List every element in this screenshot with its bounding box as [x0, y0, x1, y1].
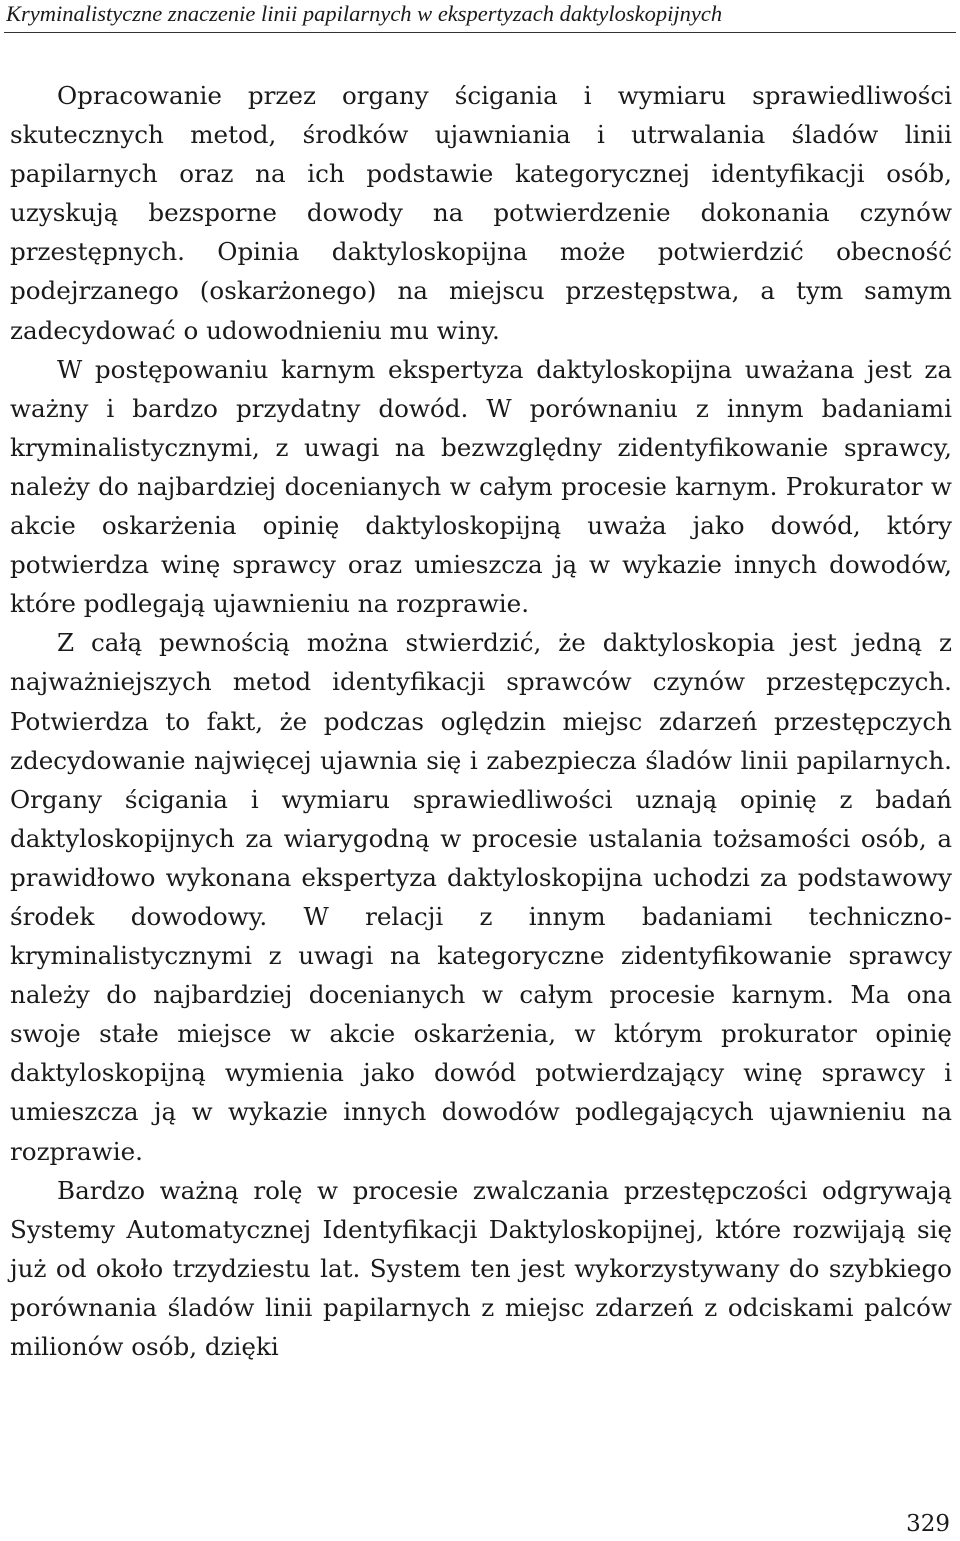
paragraph-2: W postępowaniu karnym ekspertyza daktyloskopijna uważana jest za ważny i bardzo przydatny dowód. W porównaniu z innym badaniami kryminalistycznymi, z uwagi na bezwzględny zidentyfikowanie sprawcy, należy do najbardziej docenianych w całym procesie karnym. Prokurator w akcie oskarżenia opinię daktyloskopijną uważa jako dowód, który potwierdza winę sprawcy oraz umieszcza ją w wykazie innych dowodów, które podlegają ujawnieniu na rozprawie. [10, 354, 952, 619]
paragraph-3: Z całą pewnością można stwierdzić, że daktyloskopia jest jedną z najważniejszych metod identyfikacji sprawców czynów przestępczych. Potwierdza to fakt, że podczas oględzin miejsc zdarzeń przestępczych zdecydowanie najwięcej ujawnia się i zabezpiecza śladów linii papilarnych. Organy ścigania i wymiaru sprawiedliwości uznają opinię z badań daktyloskopijnych za wiarygodną w procesie ustalania tożsamości osób, a prawidłowo wykonana ekspertyza daktyloskopijna uchodzi za podstawowy środek dowodowy. W relacji z innym badaniami techniczno-kryminalistycznymi z uwagi na kategoryczne zidentyfikowanie sprawcy należy do najbardziej docenianych w całym procesie karnym. Ma ona swoje stałe miejsce w akcie oskarżenia, w którym prokurator opinię daktyloskopijną wymienia jako dowód potwierdzający winę sprawcy i umieszcza ją w wykazie innych dowodów podlegających ujawnieniu na rozprawie. [10, 628, 952, 1166]
running-header: Kryminalistyczne znaczenie linii papilarnych w ekspertyzach daktyloskopijnych [6, 1, 723, 26]
body-text [10, 76, 952, 1366]
paragraph-1: Opracowanie przez organy ścigania i wymiaru sprawiedliwości skutecznych metod, środków ujawniania i utrwalania śladów linii papilarnych oraz na ich podstawie kategorycznej identyfikacji osób, uzyskują bezsporne dowody na potwierdzenie dokonania czynów przestępnych. Opinia daktyloskopijna może potwierdzić obecność podejrzanego (oskarżonego) na miejscu przestępstwa, a tym samym zadecydować o udowodnieniu mu winy. [10, 81, 952, 345]
paragraph-4: Bardzo ważną rolę w procesie zwalczania przestępczości odgrywają Systemy Automatycznej Identyfikacji Daktyloskopijnej, które rozwijają się już od około trzydziestu lat. System ten jest wykorzystywany do szybkiego porównania śladów linii papilarnych z miejsc zdarzeń z odciskami palców milionów osób, dzięki [10, 1175, 952, 1361]
page-number: 329 [906, 1511, 950, 1537]
header-divider [4, 32, 956, 33]
